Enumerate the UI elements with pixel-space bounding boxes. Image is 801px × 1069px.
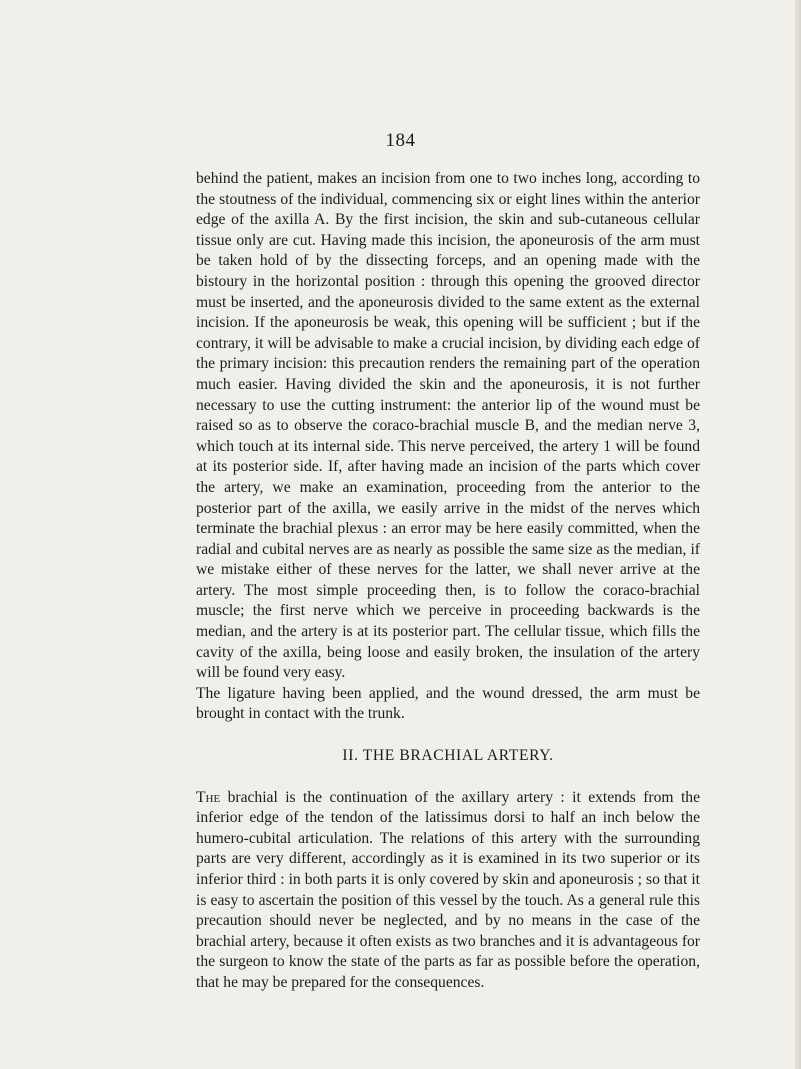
body-text xyxy=(196,169,700,994)
paragraph-brachial-body: brachial is the continuation of the axillary artery : it extends from the inferior edge of the tendon of the latissimus dorsi to half an inch below the humero-cubital articulation. The relations of this artery with the surrounding parts are very different, accordingly as it is examined in its two superior or its inferior third : in both parts it is only covered by skin and aponeurosis ; so that it is easy to ascertain the position of this vessel by the touch. As a general rule this precaution should never be neglected, and by no means in the case of the brachial artery, because it often exists as two branches and it is advantageous for the surgeon to know the state of the parts as far as possible before the operation, that he may be prepared for the consequences. xyxy=(196,788,700,991)
section-heading: II. THE BRACHIAL ARTERY. xyxy=(342,747,554,765)
page-edge-shadow xyxy=(795,0,801,1069)
paragraph-brachial xyxy=(196,788,700,994)
paragraph-continuation: behind the patient, makes an incision from one to two inches long, according to the stoutness of the individual, commencing six or eight lines within the anterior edge of the axilla A. By the first incision, the skin and sub-cutaneous cellular tissue only are cut. Having made this incision, the aponeurosis of the arm must be taken hold of by the dissecting forceps, and an opening made with the bistoury in the horizontal position : through this opening the grooved director must be inserted, and the aponeurosis divided to the same extent as the external incision. If the aponeurosis be weak, this opening will be sufficient ; but if the contrary, it will be advisable to make a crucial incision, by dividing each edge of the primary incision: this precaution renders the remaining part of the operation much easier. Having divided the skin and the aponeurosis, it is not further necessary to use the cutting instrument: the anterior lip of the wound must be raised so as to observe the coraco-brachial muscle B, and the median nerve 3, which touch at its internal side. This nerve perceived, the artery 1 will be found at its posterior side. If, after having made an incision of the parts which cover the artery, we make an examination, proceeding from the anterior to the posterior part of the axilla, we easily arrive in the midst of the nerves which terminate the brachial plexus : an error may be here easily committed, when the radial and cubital nerves are as nearly as possible the same size as the median, if we mistake either of these nerves for the latter, we shall never arrive at the artery. The most simple proceeding then, is to follow the coraco-brachial muscle; the first nerve which we perceive in proceeding backwards is the median, and the artery is at its posterior part. The cellular tissue, which fills the cavity of the axilla, being loose and easily broken, the insulation of the artery will be found very easy. xyxy=(196,170,700,682)
paragraph-ligature: The ligature having been applied, and the wound dressed, the arm must be brought in contact with the trunk. xyxy=(196,684,700,723)
page-number: 184 xyxy=(385,130,416,151)
drop-word: The xyxy=(196,788,221,806)
